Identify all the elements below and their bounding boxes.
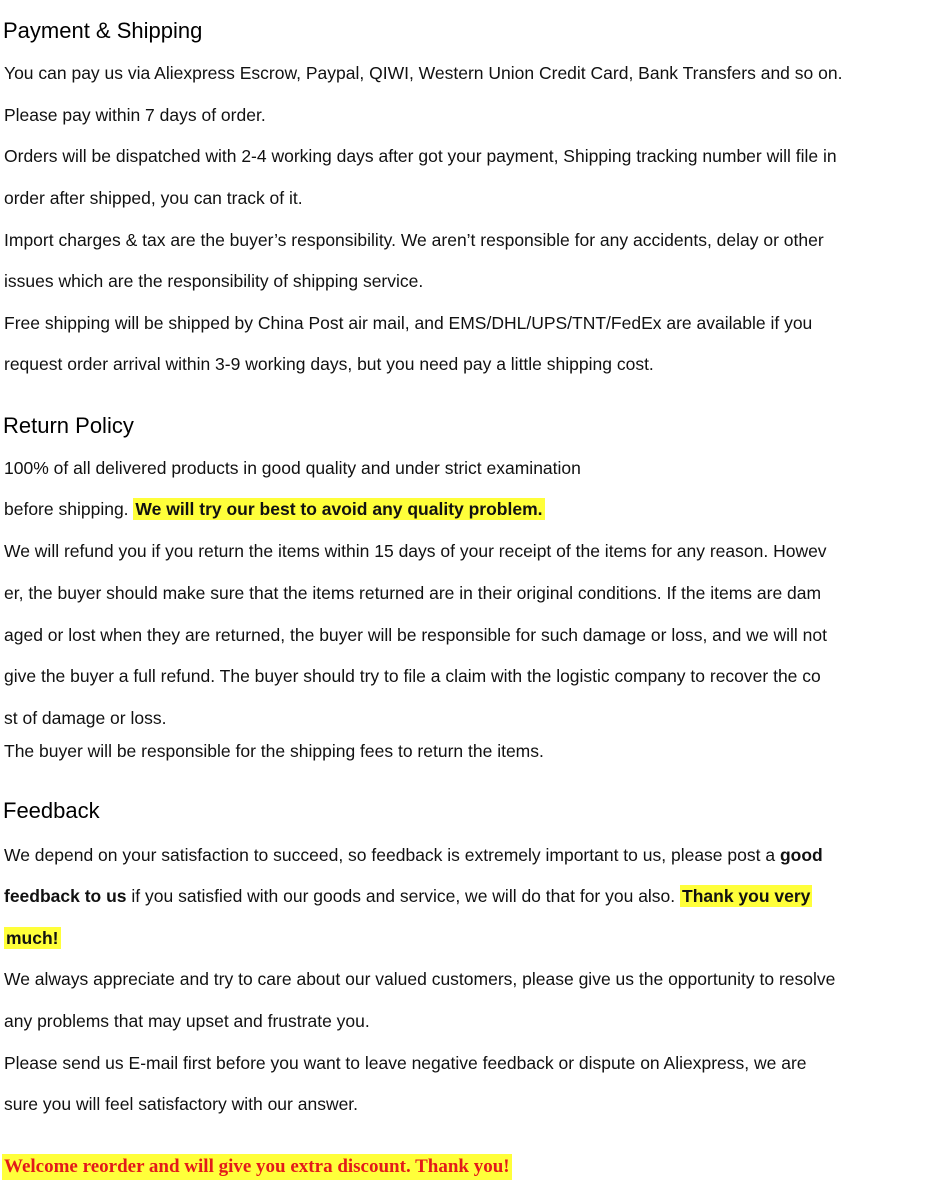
feedback-line-2 (4, 885, 812, 907)
payment-line-8: request order arrival within 3-9 working days, but you need pay a little shipping cost. (4, 354, 654, 374)
return-line-4: er, the buyer should make sure that the items returned are in their original conditions. If the items are dam (4, 583, 822, 603)
payment-shipping-heading: Payment & Shipping (3, 18, 203, 43)
much-highlight: much! (6, 928, 59, 948)
payment-line-3: Orders will be dispatched with 2-4 working days after got your payment, Shipping tracking number will file in (4, 146, 837, 166)
feedback-to-us-bold: feedback to us (4, 886, 127, 906)
feedback-line-6: Please send us E-mail first before you want to leave negative feedback or dispute on Aliexpress, we are (4, 1053, 807, 1073)
return-line-5: aged or lost when they are returned, the buyer will be responsible for such damage or loss, and we will not (4, 625, 827, 645)
feedback-line-1 (4, 844, 823, 866)
payment-line-2: Please pay within 7 days of order. (4, 105, 266, 125)
return-line-8: The buyer will be responsible for the shipping fees to return the items. (4, 741, 544, 761)
feedback-line-5: any problems that may upset and frustrate you. (4, 1011, 370, 1031)
payment-line-7: Free shipping will be shipped by China Post air mail, and EMS/DHL/UPS/TNT/FedEx are available if you (4, 313, 813, 333)
return-line-7: st of damage or loss. (4, 708, 167, 728)
quality-highlight: We will try our best to avoid any quality problem. (135, 499, 543, 519)
good-bold: good (779, 845, 823, 865)
welcome-reorder-banner: Welcome reorder and will give you extra discount. Thank you! (2, 1154, 512, 1180)
feedback-line-1-text: We depend on your satisfaction to succeed, so feedback is extremely important to us, please post a (4, 845, 780, 865)
feedback-line-4: We always appreciate and try to care about our valued customers, please give us the opportunity to resolve (4, 969, 836, 989)
payment-line-1: You can pay us via Aliexpress Escrow, Paypal, QIWI, Western Union Credit Card, Bank Transfers and so on. (4, 63, 843, 83)
return-line-1: 100% of all delivered products in good quality and under strict examination (4, 458, 581, 478)
payment-line-4: order after shipped, you can track of it. (4, 188, 303, 208)
return-line-2-text: before shipping. (4, 499, 134, 519)
thank-you-highlight: Thank you very (682, 886, 811, 906)
return-policy-heading: Return Policy (3, 413, 134, 438)
feedback-line-7: sure you will feel satisfactory with our answer. (4, 1094, 359, 1114)
return-line-2 (4, 498, 545, 520)
return-line-6: give the buyer a full refund. The buyer should try to file a claim with the logistic company to recover the co (4, 666, 821, 686)
feedback-line-2-text: if you satisfied with our goods and service, we will do that for you also. (126, 886, 681, 906)
return-line-3: We will refund you if you return the items within 15 days of your receipt of the items for any reason. Howev (4, 541, 827, 561)
payment-line-6: issues which are the responsibility of shipping service. (4, 271, 424, 291)
payment-line-5: Import charges & tax are the buyer’s responsibility. We aren’t responsible for any accidents, delay or other (4, 230, 824, 250)
feedback-heading: Feedback (3, 798, 100, 823)
feedback-line-3 (4, 927, 61, 949)
